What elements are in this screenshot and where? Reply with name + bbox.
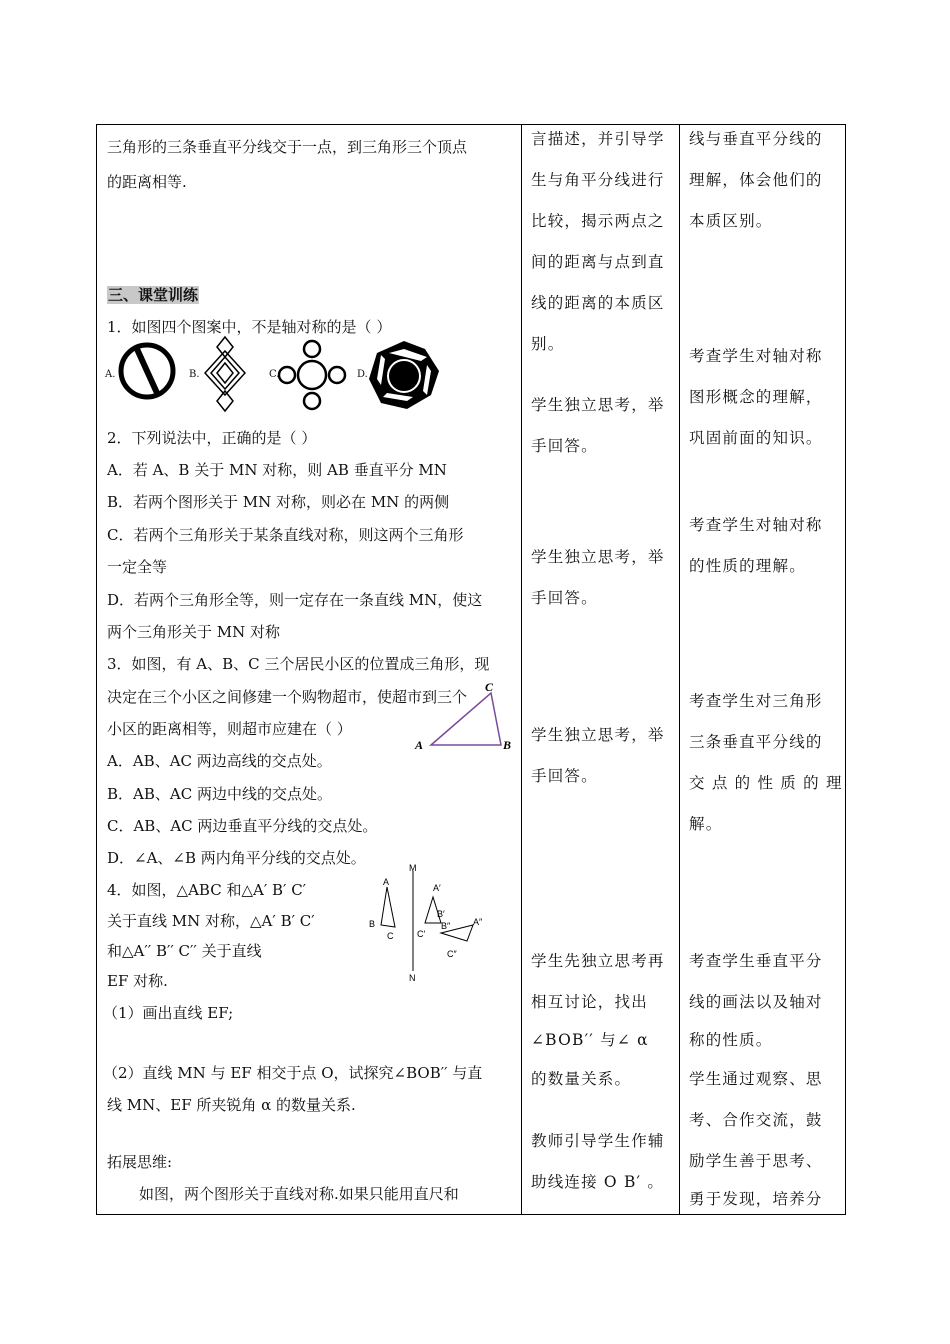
option-text: A．若 A、B 关于 MN 对称，则 AB 垂直平分 MN [107,461,447,479]
intent-text: 巩固前面的知识。 [689,429,823,447]
intent-text: 的性质的理解。 [689,557,806,575]
intro-text: 的距离相等. [107,173,187,191]
option-text: 两个三角形关于 MN 对称 [107,623,281,641]
column-divider [679,125,680,1214]
activity-text: 的数量关系。 [531,1070,632,1088]
svg-text:A″: A″ [473,917,483,927]
question-1: 1．如图四个图案中，不是轴对称的是（ ） [107,318,392,336]
svg-text:B: B [503,738,512,752]
intent-text: 本质区别。 [689,212,773,230]
intent-text: 称的性质。 [689,1031,773,1049]
activity-text: 教师引导学生作辅 [531,1132,665,1150]
intent-text: 励学生善于思考、 [689,1152,823,1170]
question-4: EF 对称. [107,972,168,990]
activity-text: 助线连接 O B′ 。 [531,1173,665,1191]
activity-text: 手回答。 [531,437,598,455]
intent-text: 交 点 的 性 质 的 理 [689,774,843,792]
option-text: B．若两个图形关于 MN 对称，则必在 MN 的两侧 [107,493,450,511]
activity-text: 学生独立思考，举 [531,548,665,566]
svg-text:A′: A′ [433,883,441,893]
option-label: A. [105,369,116,380]
figure-a-circle-slash [115,339,179,403]
activity-text: 学生独立思考，举 [531,726,665,744]
intent-text: 线与垂直平分线的 [689,130,823,148]
option-label: D. [357,369,368,380]
intent-text: 解。 [689,815,723,833]
student-activity-column [523,125,679,1214]
intent-text: 学生通过观察、思 [689,1070,823,1088]
intent-text: 图形概念的理解， [689,388,823,406]
question-3: 3．如图，有 A、B、C 三个居民小区的位置成三角形，现 [107,655,490,673]
question-3: 小区的距离相等，则超市应建在（ ） [107,720,352,738]
intro-text: 三角形的三条垂直平分线交于一点，到三角形三个顶点 [107,138,468,156]
question-4: 4．如图，△ABC 和△A′ B′ C′ [107,881,307,899]
option-label: B. [189,369,200,380]
option-text: D．∠A、∠B 两内角平分线的交点处。 [107,849,366,867]
triangle-abc-figure [415,680,515,753]
intent-text: 线的画法以及轴对 [689,993,823,1011]
intent-text: 考查学生对轴对称 [689,516,823,534]
intent-text: 理解，体会他们的 [689,171,823,189]
svg-text:B: B [369,919,376,929]
extension-title: 拓展思维: [107,1153,173,1171]
svg-text:C: C [387,931,394,941]
activity-text: 手回答。 [531,589,598,607]
content-column [97,125,521,1214]
lesson-table [96,124,846,1215]
svg-text:A: A [415,738,424,752]
section-title: 三、课堂训练 [108,286,199,304]
svg-text:C: C [485,680,494,694]
activity-text: 言描述，并引导学 [531,130,665,148]
activity-text: 线的距离的本质区 [531,294,665,312]
svg-text:B″: B″ [441,921,451,931]
question-4: 和△A′′ B′′ C′′ 关于直线 [107,942,262,960]
option-text: B．AB、AC 两边中线的交点处。 [107,785,332,803]
question-4-part-1: （1）画出直线 EF; [103,1004,234,1022]
symmetry-triangles-figure [367,865,497,983]
svg-text:B′: B′ [437,909,445,919]
question-4: 关于直线 MN 对称，△A′ B′ C′ [107,912,315,930]
activity-text: 比较，揭示两点之 [531,212,665,230]
option-text: 一定全等 [107,558,168,576]
intent-text: 考查学生对轴对称 [689,347,823,365]
activity-text: 学生独立思考，举 [531,396,665,414]
question-4-part-2: （2）直线 MN 与 EF 相交于点 O，试探究∠BOB′′ 与直 [103,1064,483,1082]
question-3: 决定在三个小区之间修建一个购物超市，使超市到三个 [107,688,468,706]
intent-text: 三条垂直平分线的 [689,733,823,751]
svg-text:N: N [409,973,416,983]
activity-text: 间的距离与点到直 [531,253,665,271]
activity-text: 相互讨论，找出 [531,993,648,1011]
figure-d-pinwheel [367,339,441,411]
option-text: C．若两个三角形关于某条直线对称，则这两个三角形 [107,526,464,544]
activity-text: 别。 [531,335,565,353]
question-4-part-2: 线 MN、EF 所夹锐角 α 的数量关系. [107,1096,356,1114]
intent-text: 考查学生对三角形 [689,692,823,710]
figure-c-circles [279,339,345,409]
extension-text: 如图，两个图形关于直线对称.如果只能用直尺和 [139,1185,459,1203]
option-text: A．AB、AC 两边高线的交点处。 [107,752,332,770]
activity-text: ∠BOB′′ 与∠ α [531,1031,649,1049]
figure-b-diamonds [199,335,251,415]
design-intent-column [681,125,847,1214]
activity-text: 学生先独立思考再 [531,952,665,970]
question-2: 2．下列说法中，正确的是（ ） [107,429,317,447]
svg-text:M: M [409,863,417,873]
svg-text:C′: C′ [417,929,426,939]
svg-text:C″: C″ [447,949,457,959]
intent-text: 考查学生垂直平分 [689,952,823,970]
column-divider [521,125,522,1214]
option-text: D．若两个三角形全等，则一定存在一条直线 MN，使这 [107,591,483,609]
activity-text: 生与角平分线进行 [531,171,665,189]
option-label: C. [269,369,280,380]
intent-text: 勇于发现，培养分 [689,1190,823,1208]
activity-text: 手回答。 [531,767,598,785]
svg-text:A: A [383,877,390,887]
option-text: C．AB、AC 两边垂直平分线的交点处。 [107,817,378,835]
intent-text: 考、合作交流，鼓 [689,1111,823,1129]
